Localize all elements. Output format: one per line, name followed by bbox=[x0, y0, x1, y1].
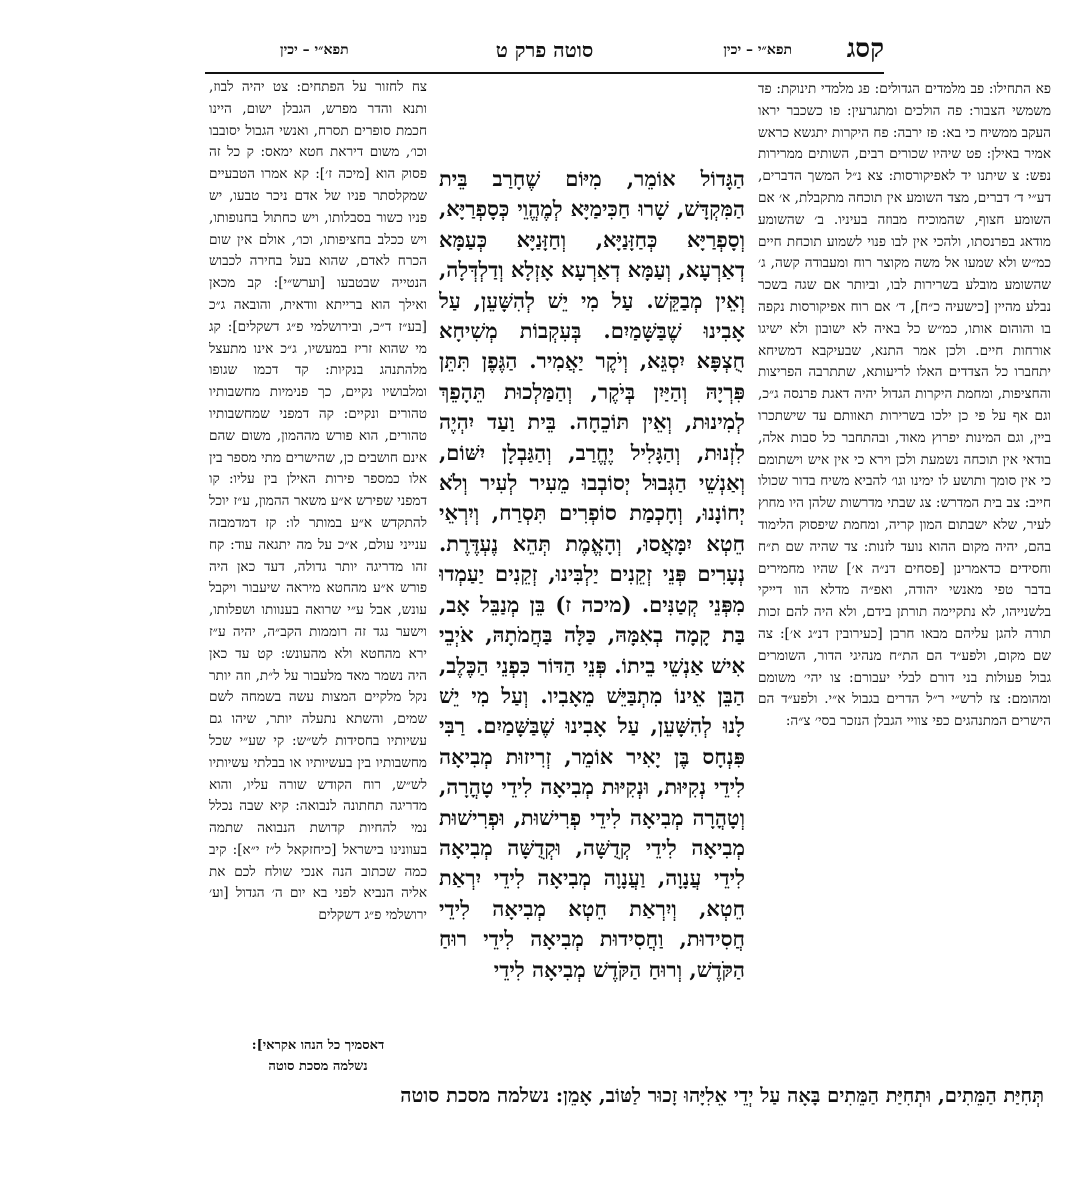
left-commentary-text: צח לחזור על הפתחים: צט יהיה לבוז, ותנא והדר מפרש, הגבלן ישום, היינו חכמת סופרים תסרח, ואנשי הגבול יסובבו וכו׳, משום דיראת חטא ימאס: ק כל זה פסוק הוא [מיכה ז׳]: קא אמרו הטבעיים שמקלסתר פניו של אדם ניכר טבעו, יש פניו כשור בסבלותו, ויש כחתול בחנופותו, ויש ככלב בחציפותו, וכו׳, אולם אין שום הכרח לאדם, שהוא בעל בחירה לכבוש הנטייה שבטבעו [וערש״י]: קב מכאן ואילך הוא ברייתא וודאית, והובאה ג״כ [בע״ז ד״כ, ובירושלמי פ״ג דשקלים]: קג מי שהוא זריז במעשיו, ג״כ אינו מתעצל מלהתנהג בנקיות: קד דכמו שגופו ומלבושיו נקיים, כך פנימיות מחשבותיו טהורים ונקיים: קה דמפני שמחשבותיו טהורים, הוא פורש מההמון, משום שהם אינם חושבים כן, שהישרים מתי מספר בין אלו כמספר פירות האילן בין עליו: קו דמפני שפירש א״ע משאר ההמון, ע״ז יוכל להתקדש א״ע במותר לו: קז דמדמבזה ענייני עולם, א״כ על מה יתגאה עוד: קח זהו מדריגה יותר גדולה, דעד כאן היה פורש א״ע מהחטא מיראה שיעבור ויקבל עונש, אבל ע״י שרואה בענוותו ושפלותו, וישער נגד זה רוממות הקב״ה, יהיה ע״ז ירא מהחטא ולא מהעונש: קט עד כאן היה נשמר מאד מלעבור על ל״ת, וזה יותר נקל מלקיים המצות עשה בשמחה לשם שמים, והשתא נתעלה יותר, שיהו גם עשיותיו בחסידות לש״ש: קי שע״י שכל מחשבותיו בין בעשיותיו או בבלתי עשיותיו לש״ש, רוח הקודש שורה עליו, והוא מדריגה תחתונה לנבואה: קיא שבה נכלל נמי להחיות קדושת הנבואה שתמה בעוונינו בישראל [כיחזקאל ל״ז י״א]: קיב כמה שכתוב הנה אנכי שולח לכם את אליה הנביא לפני בא יום ה׳ הגדול [וע׳ ירושלמי פ״ג דשקלים bbox=[209, 79, 427, 924]
mishnah-final-line: תְּחִיַּת הַמֵּתִים, וּתְחִיַּת הַמֵּתִים בָּאָה עַל יְדֵי אֵלִיָּהוּ זָכוּר לַטּוֹב, אָמֵן: נשלמה מסכת סוטה bbox=[400, 1084, 1044, 1107]
mishnah-text: הַגָּדוֹל אוֹמֵר, מִיּוֹם שֶׁחָרַב בֵּית הַמִּקְדָּשׁ, שָׁרוּ חַכִּימַיָּא לְמֶהֱוֵי כְּסָפְרַיָּא, וְסָפְרַיָּא כְּחַזָּנַיָּא, וְחַזָּנַיָּא כְּעַמָּא דְאַרְעָא, וְעַמָּא דְאַרְעָא אָזְלָא וְדַלְדְּלָה, וְאֵין מְבַקֵּשׁ. עַל מִי יֵשׁ לְהִשָּׁעֵן, עַל אָבִינוּ שֶׁבַּשָּׁמַיִם. בְּעִקְבוֹת מְשִׁיחָא חֻצְפָּא יִסְגֵּא, וְיֹקֶר יַאֲמִיר. הַגֶּפֶן תִּתֵּן פִּרְיָהּ וְהַיַּיִן בְּיֹקֶר, וְהַמַּלְכוּת תֵּהָפֵךְ לְמִינוּת, וְאֵין תּוֹכֵחָה. בֵּית וַעַד יִהְיֶה לִזְנוּת, וְהַגָּלִיל יֶחֱרַב, וְהַגַּבְלָן יִשּׁוֹם, וְאַנְשֵׁי הַגְּבוּל יְסוֹבְבוּ מֵעִיר לְעִיר וְלֹא יְחוֹנָנוּ, וְחָכְמַת סוֹפְרִים תִּסְרַח, וְיִרְאֵי חֵטְא יִמָּאֲסוּ, וְהָאֱמֶת תְּהֵא נֶעְדֶּרֶת. נְעָרִים פְּנֵי זְקֵנִים יַלְבִּינוּ, זְקֵנִים יַעַמְדוּ מִפְּנֵי קְטַנִּים. (מיכה ז) בֵּן מְנַבֵּל אָב, בַּת קָמָה בְאִמָּהּ, כַּלָּה בַּחֲמֹתָהּ, אֹיְבֵי אִישׁ אַנְשֵׁי בֵיתוֹ. פְּנֵי הַדּוֹר כִּפְנֵי הַכֶּלֶב, הַבֵּן אֵינוֹ מִתְבַּיֵּשׁ מֵאָבִיו. וְעַל מִי יֵשׁ לָנוּ לְהִשָּׁעֵן, עַל אָבִינוּ שֶׁבַּשָּׁמַיִם. רַבִּי פִּנְחָס בֶּן יָאִיר אוֹמֵר, זְרִיזוּת מְבִיאָה לִידֵי נְקִיּוּת, וּנְקִיּוּת מְבִיאָה לִידֵי טָהֳרָה, וְטָהֳרָה מְבִיאָה לִידֵי פְרִישׁוּת, וּפְרִישׁוּת מְבִיאָה לִידֵי קְדֻשָּׁה, וּקְדֻשָּׁה מְבִיאָה לִידֵי עֲנָוָה, וַעֲנָוָה מְבִיאָה לִידֵי יִרְאַת חֵטְא, וְיִרְאַת חֵטְא מְבִיאָה לִידֵי חֲסִידוּת, וַחֲסִידוּת מְבִיאָה לִידֵי רוּחַ הַקֹּדֶשׁ, וְרוּחַ הַקֹּדֶשׁ מְבִיאָה לִידֵי bbox=[439, 166, 745, 982]
right-commentary-column bbox=[758, 79, 1051, 1079]
right-commentary-text: פא התחילו: פב מלמדים הגדולים: פג מלמדי תינוקת: פד משמשי הצבור: פה הולכים ומתגרעין: פו כשכבר יראו העקב ממשיח כי בא: פז ירבה: פח היקרות יתגשא כראש אמיר באילן: פט שיהיו שכורים רבים, השותים ממרירות נפש: צ שיתנו יד לאפיקורסות: צא נ״ל המשך הדברים, דע״י ד׳ דברים, מצד השומע אין תוכחה מתקבלת, א׳ אם השומע חצוף, שהמוכיח מבוזה בעיניו. ב׳ שהשומע מודאג בפרנסתו, ולהכי אין לבו פנוי לשמוע תוכחת חיים כמ״ש ולא שמעו אל משה מקוצר רוח ומעבודה קשה, ג׳ שהשומע מובלע בשרירות לבו, וביותר אם שגה בשכר נבלע מהיין [כישעיה כ״ח], ד׳ אם רוח אפיקורסות נקפה בו והוהום אותו, כמ״ש כל באיה לא ישובון ולא ישיגו אורחות חיים. ולכן אמר התנא, שבעיקבא דמשיחא יתחברו כל הצדדים האלו לריעותא, שתתרבה הפריצות והחציפות, ומחמת היקרות הגדול יהיה דאגת פרנסה ג״כ, וגם אף על פי כן ילכו בשרירות תאוותם עד שישתכרו ביין, וגם המינות יפרוץ מאוד, ובהתחבר כל סבות אלה, בודאי אין תוכחה נשמעת ולכן וירא כי אין איש וישתומם כי אין סומך ותושע לו ימינו וגו׳ להביא משיח בדור שכולו חייב: צב בית המדרש: צג שבתי מדרשות שלהן היו מחוץ לעיר, שלא ישבתום המון קריה, ומחמת שיפסוק הלימוד בהם, יהיה מקום ההוא נועד לזנות: צד שהיה שם ת״ח וחסידים כדאמרינן [פסחים דנ״ה א׳] שהיו מחמירים בדבר טפי מאנשי יהודה, ואפ״ה מדלא הוו דייקי בלשנייהו, לא נתקיימה תורתן בידם, ולא היה להם זכות תורה להגן עליהם מבאו חרבן [כעירובין דנ״ג א׳]: צה שם מקום, ולפע״ד הם הת״ח מנהיגי הדור, השומרים גבול פעולות בני דורם לבלי יעבורם: צו יהי׳ משומם ומהומם: צז לרש״י ר״ל הדרים בגבול א״י. ולפע״ד הם הישרים המתנהגים כפי צוויי הגבלן הנזכר בסי׳ צ״ה: bbox=[758, 81, 1051, 730]
mishnah-main-text bbox=[439, 164, 745, 1009]
page-number: קסג bbox=[846, 34, 884, 64]
page-title: סוטה פרק ט bbox=[495, 38, 594, 62]
right-column-marker: תפא״י – יכין bbox=[723, 42, 792, 58]
left-commentary-column bbox=[209, 77, 427, 1077]
page-header bbox=[205, 34, 884, 64]
commentary-closing-line: דאסמיך כל הנהו אקראי]: bbox=[251, 1038, 385, 1053]
commentary-tractate-end: נשלמה מסכת סוטה bbox=[268, 1059, 368, 1074]
left-column-marker: תפא״י – יכין bbox=[280, 42, 349, 58]
header-divider bbox=[205, 72, 884, 74]
